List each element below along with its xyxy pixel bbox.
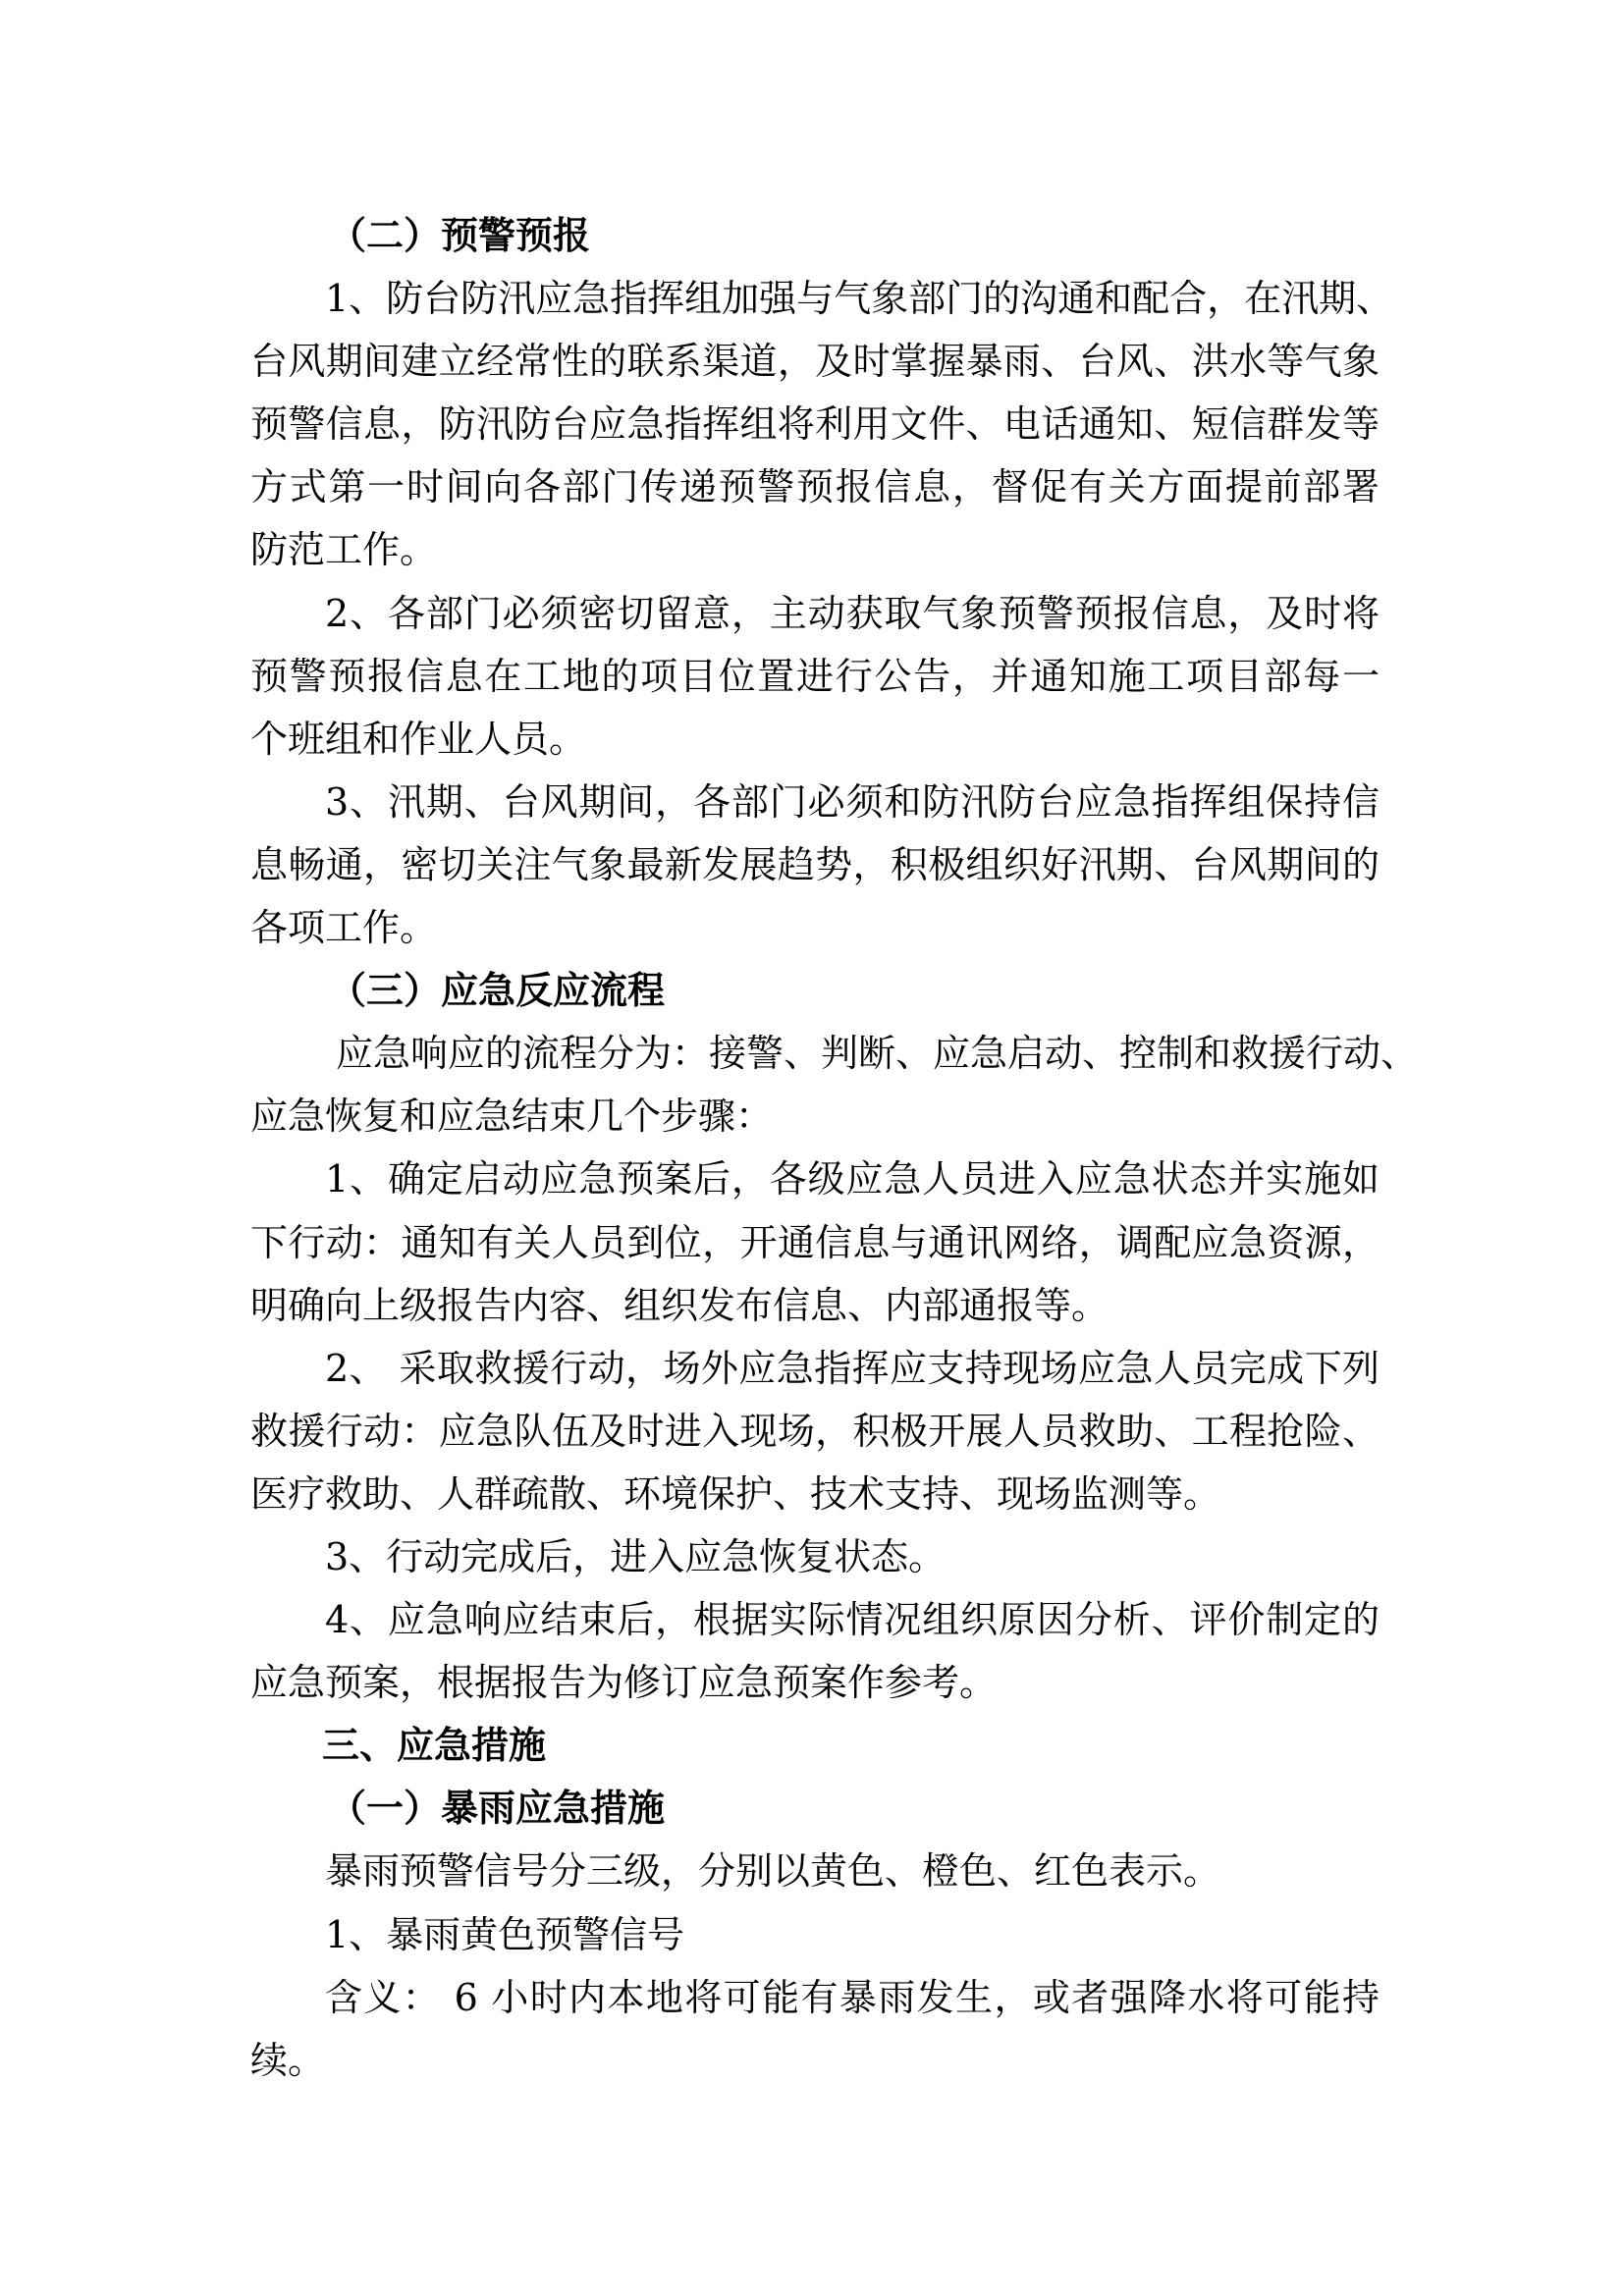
section-heading-rainstorm-measures: （一）暴雨应急措施 [329, 1787, 666, 1831]
paragraph-line: 4、应急响应结束后，根据实际情况组织原因分析、评价制定的 [325, 1598, 1380, 1642]
paragraph-line: 明确向上级报告内容、组织发布信息、内部通报等。 [250, 1283, 1109, 1327]
paragraph-line: 2、各部门必须密切留意，主动获取气象预警预报信息，及时将 [325, 591, 1380, 635]
document-body [250, 204, 1419, 2092]
paragraph-line: 各项工作。 [250, 906, 438, 950]
paragraph-line: 1、暴雨黄色预警信号 [325, 1912, 685, 1956]
section-heading-early-warning: （二）预警预报 [329, 214, 591, 257]
paragraph-line: 续。 [250, 2038, 326, 2082]
paragraph-line: 台风期间建立经常性的联系渠道，及时掌握暴雨、台风、洪水等气象 [250, 340, 1380, 384]
paragraph-line: 2、 采取救援行动，场外应急指挥应支持现场应急人员完成下列 [325, 1346, 1380, 1390]
paragraph-line: 防范工作。 [250, 528, 438, 572]
paragraph-line: 暴雨预警信号分三级，分别以黄色、橙色、红色表示。 [325, 1849, 1221, 1894]
paragraph-line: 救援行动：应急队伍及时进入现场，积极开展人员救助、工程抢险、 [250, 1409, 1380, 1453]
paragraph-line: 预警信息，防汛防台应急指挥组将利用文件、电话通知、短信群发等 [250, 402, 1380, 447]
paragraph-line: 方式第一时间向各部门传递预警预报信息，督促有关方面提前部署 [250, 465, 1380, 509]
paragraph-line: 预警预报信息在工地的项目位置进行公告，并通知施工项目部每一 [250, 654, 1380, 698]
paragraph-line: 应急响应的流程分为：接警、判断、应急启动、控制和救援行动、 [336, 1032, 1419, 1076]
paragraph-line: 1、确定启动应急预案后，各级应急人员进入应急状态并实施如 [325, 1157, 1380, 1201]
paragraph-line: 医疗救助、人群疏散、环境保护、技术支持、现场监测等。 [250, 1471, 1221, 1516]
section-heading-emergency-measures: 三、应急措施 [322, 1724, 547, 1768]
paragraph-line: 应急预案，根据报告为修订应急预案作参考。 [250, 1661, 998, 1705]
paragraph-line: 个班组和作业人员。 [250, 717, 587, 761]
paragraph-line: 下行动：通知有关人员到位，开通信息与通讯网络，调配应急资源， [250, 1220, 1380, 1264]
paragraph-line: 含义： 6 小时内本地将可能有暴雨发生，或者强降水将可能持 [325, 1975, 1380, 2019]
paragraph-line: 1、防台防汛应急指挥组加强与气象部门的沟通和配合，在汛期、 [325, 277, 1394, 321]
section-heading-response-process: （三）应急反应流程 [329, 969, 666, 1013]
paragraph-line: 息畅通，密切关注气象最新发展趋势，积极组织好汛期、台风期间的 [250, 842, 1380, 886]
paragraph-line: 3、行动完成后，进入应急恢复状态。 [325, 1534, 947, 1578]
paragraph-line: 3、汛期、台风期间，各部门必须和防汛防台应急指挥组保持信 [325, 779, 1380, 824]
paragraph-line: 应急恢复和应急结束几个步骤： [250, 1095, 774, 1139]
